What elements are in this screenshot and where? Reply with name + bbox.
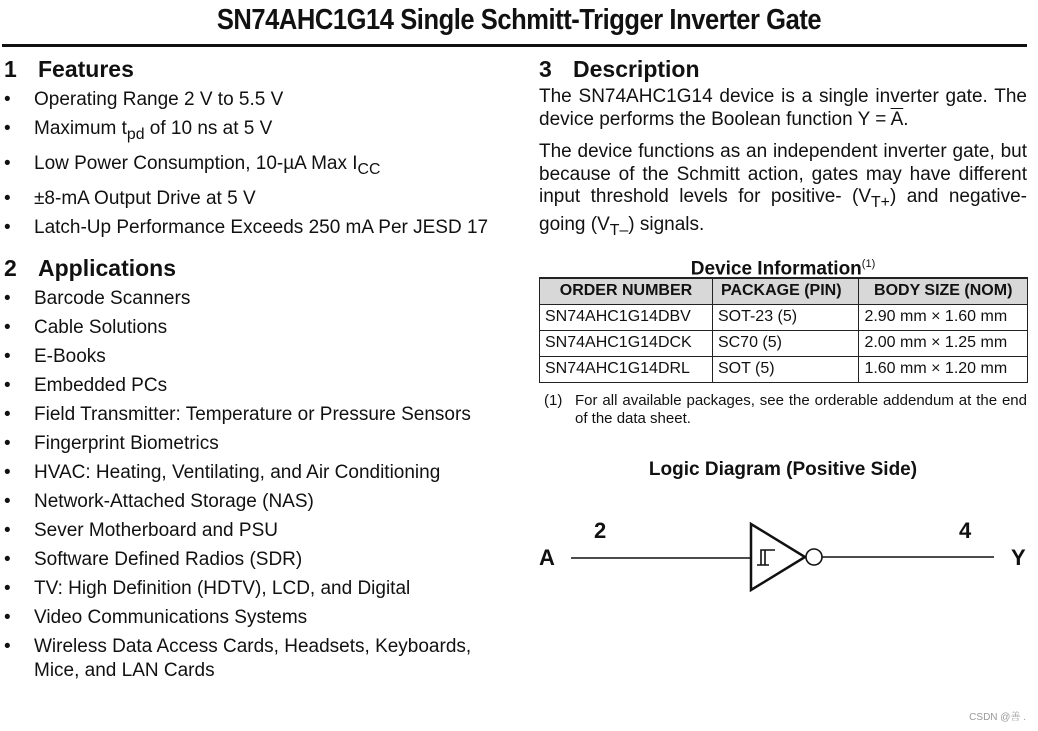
package-cell: SOT (5) bbox=[712, 356, 858, 382]
bullet: • bbox=[4, 152, 11, 174]
device-info-footnote bbox=[539, 392, 1027, 428]
bullet: • bbox=[4, 490, 11, 512]
description-p1-text: The SN74AHC1G14 device is a single inverter gate. The device performs the Boolean function Y = bbox=[539, 86, 1027, 130]
bullet: • bbox=[4, 187, 11, 209]
bullet: • bbox=[4, 606, 11, 628]
header-package: PACKAGE (PIN) bbox=[712, 278, 858, 305]
logic-diagram-title: Logic Diagram (Positive Side) bbox=[648, 458, 918, 480]
feature-item bbox=[4, 88, 504, 112]
input-label-a: A bbox=[539, 545, 555, 570]
application-text: HVAC: Heating, Ventilating, and Air Conditioning bbox=[34, 461, 441, 483]
device-info-table bbox=[539, 277, 1028, 383]
application-text: Software Defined Radios (SDR) bbox=[34, 548, 303, 570]
application-item bbox=[4, 519, 504, 543]
application-text: Barcode Scanners bbox=[34, 287, 191, 309]
features-title: Features bbox=[38, 56, 134, 82]
bullet: • bbox=[4, 432, 11, 454]
application-item bbox=[4, 461, 504, 485]
description-p2-part1: The device functions as an independent inverter gate, but because of the Schmitt action, gates may have different input threshold levels for positive- (V bbox=[539, 141, 1027, 207]
application-item bbox=[4, 548, 504, 572]
input-pin-number: 2 bbox=[594, 518, 607, 543]
body-size-cell: 2.00 mm × 1.25 mm bbox=[859, 330, 1028, 356]
order-number-cell: SN74AHC1G14DCK bbox=[540, 330, 713, 356]
application-item bbox=[4, 374, 504, 398]
bullet: • bbox=[4, 403, 11, 425]
features-number: 1 bbox=[4, 56, 17, 82]
body-size-cell: 1.60 mm × 1.20 mm bbox=[859, 356, 1028, 382]
feature-item bbox=[4, 152, 504, 182]
output-pin-number: 4 bbox=[959, 518, 972, 543]
device-info-caption-text: Device Information bbox=[690, 257, 862, 279]
device-info-row bbox=[540, 304, 1028, 330]
feature-text: Maximum t bbox=[34, 118, 127, 139]
application-text: TV: High Definition (HDTV), LCD, and Digital bbox=[34, 577, 411, 599]
application-text: Field Transmitter: Temperature or Pressure Sensors bbox=[34, 403, 471, 425]
feature-item bbox=[4, 216, 504, 240]
applications-heading bbox=[4, 253, 504, 283]
bullet: • bbox=[4, 374, 11, 396]
feature-text: Operating Range 2 V to 5.5 V bbox=[34, 89, 284, 110]
applications-title: Applications bbox=[38, 254, 177, 281]
application-text: Fingerprint Biometrics bbox=[34, 432, 219, 454]
package-cell: SOT-23 (5) bbox=[712, 304, 858, 330]
bullet: • bbox=[4, 316, 11, 338]
header-body-size: BODY SIZE (NOM) bbox=[859, 278, 1028, 305]
feature-text: ±8-mA Output Drive at 5 V bbox=[34, 187, 256, 209]
device-info-caption-note: (1) bbox=[861, 257, 876, 270]
bullet: • bbox=[4, 216, 11, 238]
description-number: 3 bbox=[539, 56, 552, 82]
description-p2-sub2: T– bbox=[609, 222, 629, 240]
output-label-y: Y bbox=[1011, 545, 1026, 570]
watermark: CSDN @善 . bbox=[969, 712, 1026, 723]
inversion-bubble bbox=[806, 549, 822, 565]
order-number-cell: SN74AHC1G14DRL bbox=[540, 356, 713, 382]
document-title: SN74AHC1G14 Single Schmitt-Trigger Inverter Gate bbox=[216, 4, 822, 36]
application-item bbox=[4, 345, 504, 369]
application-item bbox=[4, 287, 504, 311]
order-number-cell: SN74AHC1G14DBV bbox=[540, 304, 713, 330]
application-item bbox=[4, 432, 504, 456]
bullet: • bbox=[4, 287, 11, 309]
applications-list bbox=[4, 287, 504, 683]
feature-subscript: pd bbox=[126, 125, 145, 143]
description-p1-end: . bbox=[903, 108, 909, 130]
feature-item bbox=[4, 187, 504, 211]
applications-number: 2 bbox=[4, 254, 17, 281]
application-item bbox=[4, 606, 504, 630]
application-text: Embedded PCs bbox=[34, 374, 168, 396]
application-item bbox=[4, 577, 504, 601]
device-info-row bbox=[540, 330, 1028, 356]
application-text: Wireless Data Access Cards, Headsets, Keyboards, Mice, and LAN Cards bbox=[34, 635, 472, 681]
footnote-text: For all available packages, see the orderable addendum at the end of the data sheet. bbox=[575, 391, 1027, 427]
left-column bbox=[4, 54, 504, 688]
inverter-triangle bbox=[751, 524, 805, 590]
application-text: Network-Attached Storage (NAS) bbox=[34, 490, 314, 512]
logic-diagram bbox=[539, 502, 1028, 592]
device-info-header-row bbox=[540, 278, 1028, 305]
package-cell: SC70 (5) bbox=[712, 330, 858, 356]
bullet: • bbox=[4, 345, 11, 367]
title-rule bbox=[2, 44, 1027, 47]
description-paragraph-2 bbox=[539, 141, 1027, 243]
application-item bbox=[4, 316, 504, 340]
description-p2-part2: ) and negative-going (V bbox=[539, 186, 1027, 236]
feature-item bbox=[4, 117, 504, 147]
application-text: Cable Solutions bbox=[34, 316, 168, 338]
application-text: Sever Motherboard and PSU bbox=[34, 519, 278, 541]
feature-text-tail: of 10 ns at 5 V bbox=[144, 118, 273, 139]
bullet: • bbox=[4, 635, 11, 657]
right-column bbox=[539, 54, 1027, 570]
schmitt-hysteresis-icon bbox=[757, 550, 775, 565]
application-item bbox=[4, 635, 504, 683]
description-heading bbox=[539, 54, 1027, 84]
description-p2-sub1: T+ bbox=[871, 193, 890, 211]
footnote-mark: (1) bbox=[544, 391, 563, 409]
device-info-caption bbox=[539, 253, 1027, 279]
device-info-row bbox=[540, 356, 1028, 382]
features-heading bbox=[4, 54, 504, 84]
feature-text: Low Power Consumption, 10-µA Max I bbox=[34, 152, 358, 174]
application-item bbox=[4, 403, 504, 427]
application-text: E-Books bbox=[34, 345, 106, 367]
bullet: • bbox=[4, 519, 11, 541]
body-size-cell: 2.90 mm × 1.60 mm bbox=[859, 304, 1028, 330]
description-p1-overbar: $\overline{A}$ bbox=[890, 108, 904, 130]
description-p2-part3: ) signals. bbox=[628, 214, 705, 236]
bullet: • bbox=[4, 548, 11, 570]
feature-subscript: CC bbox=[357, 160, 381, 178]
application-text: Video Communications Systems bbox=[34, 606, 308, 628]
feature-text: Latch-Up Performance Exceeds 250 mA Per JESD 17 bbox=[34, 216, 489, 238]
header-order-number: ORDER NUMBER bbox=[540, 278, 713, 305]
description-paragraph-1 bbox=[539, 86, 1027, 131]
description-title: Description bbox=[573, 56, 700, 82]
bullet: • bbox=[4, 89, 11, 110]
bullet: • bbox=[4, 577, 11, 599]
application-item bbox=[4, 490, 504, 514]
features-list bbox=[4, 88, 504, 240]
bullet: • bbox=[4, 461, 11, 483]
bullet: • bbox=[4, 118, 11, 139]
